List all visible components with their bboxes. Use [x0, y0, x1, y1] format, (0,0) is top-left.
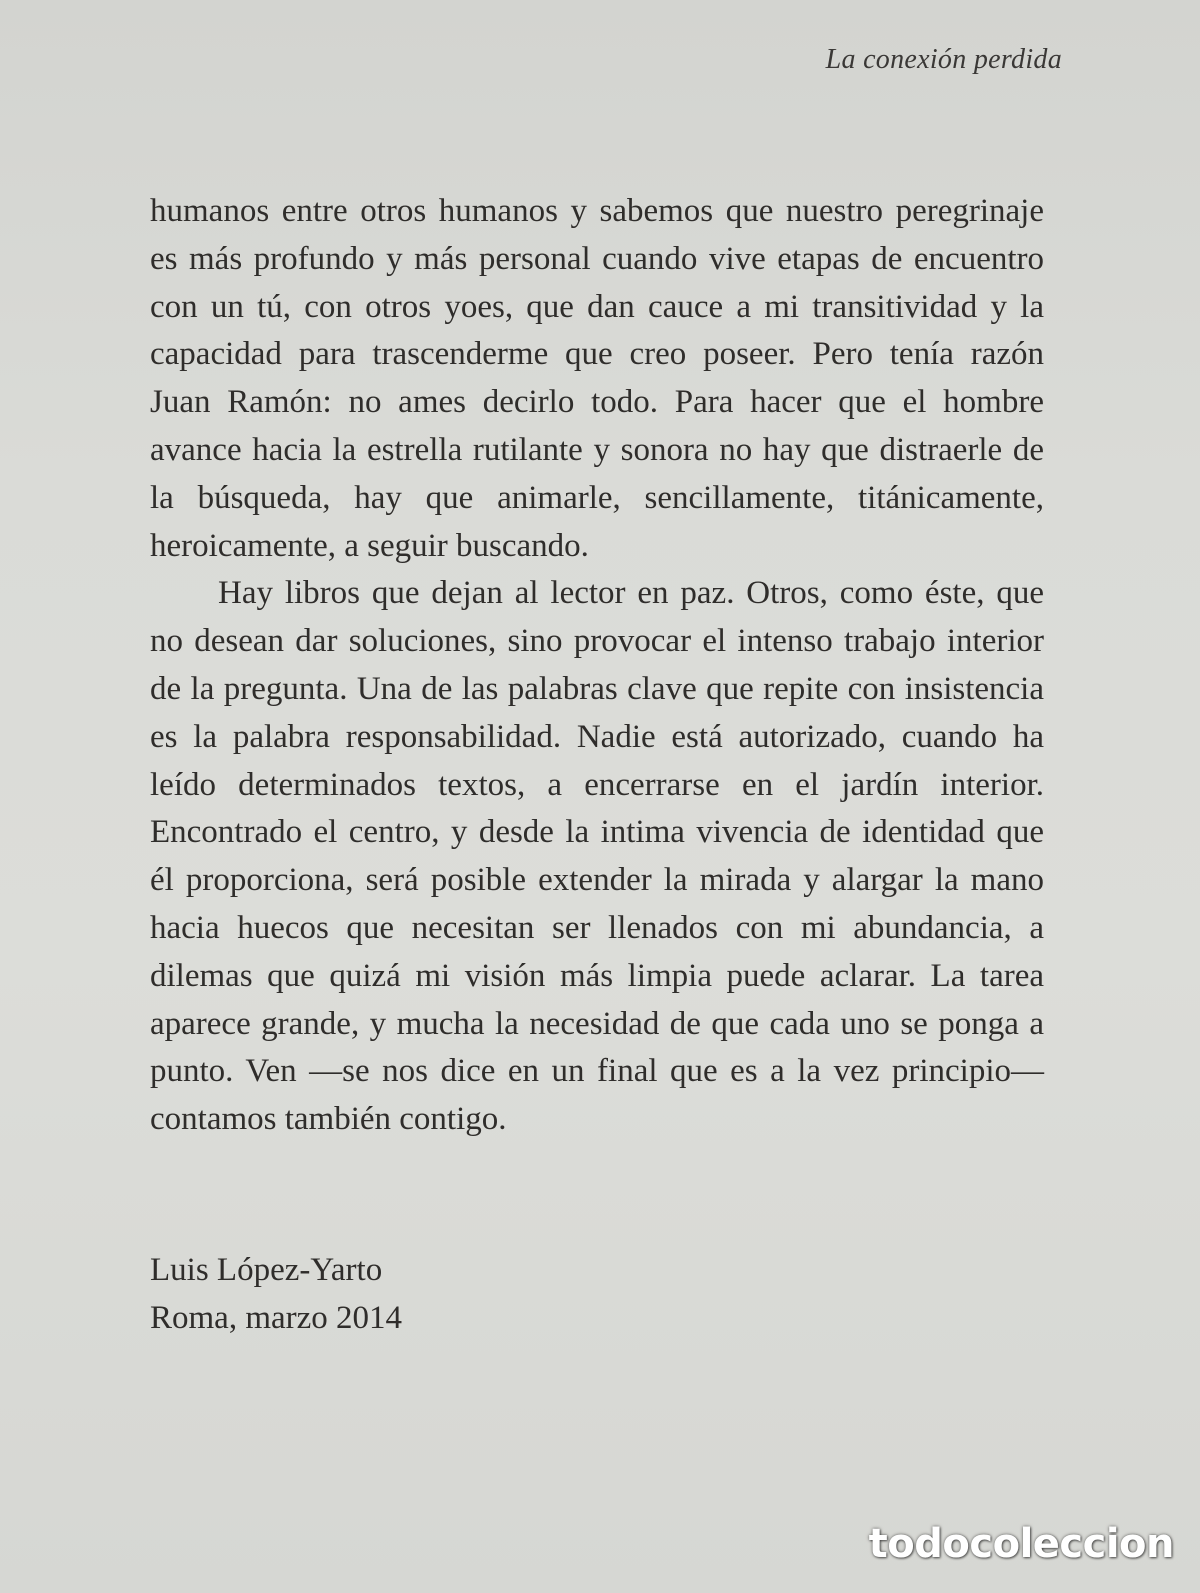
- body-text: [150, 188, 1044, 1144]
- paragraph-2: Hay libros que dejan al lector en paz. Otros, como éste, que no desean dar soluciones, sino provocar el intenso trabajo interior de la pregunta. Una de las palabras clave que repite con insistencia es la palabra responsabilidad. Nadie está autorizado, cuando ha leído determinados textos, a encerrarse en el jardín interior. Encontrado el centro, y desde la intima vivencia de identidad que él proporciona, será posible extender la mirada y alargar la mano hacia huecos que necesitan ser llenados con mi abundancia, a dilemas que quizá mi visión más limpia puede aclarar. La tarea aparece grande, y mucha la necesidad de que cada uno se ponga a punto. Ven —se nos dice en un final que es a la vez principio— contamos también contigo.: [150, 575, 1044, 1138]
- running-head-title: La conexión perdida: [825, 44, 1062, 75]
- signature-block: [150, 1246, 402, 1342]
- signature-author: Luis López-Yarto: [150, 1252, 383, 1288]
- watermark-logo: todocoleccion: [868, 1521, 1174, 1567]
- paragraph-1: humanos entre otros humanos y sabemos que nuestro peregrinaje es más profundo y más personal cuando vive etapas de encuentro con un tú, con otros yoes, que dan cauce a mi transitividad y la capacidad para trascenderme que creo poseer. Pero tenía razón Juan Ramón: no ames decirlo todo. Para hacer que el hombre avance hacia la estrella rutilante y sonora no hay que distraerle de la búsqueda, hay que animarle, sencillamente, titánicamente, heroicamente, a seguir buscando.: [150, 193, 1044, 564]
- signature-place-date: Roma, marzo 2014: [150, 1300, 403, 1336]
